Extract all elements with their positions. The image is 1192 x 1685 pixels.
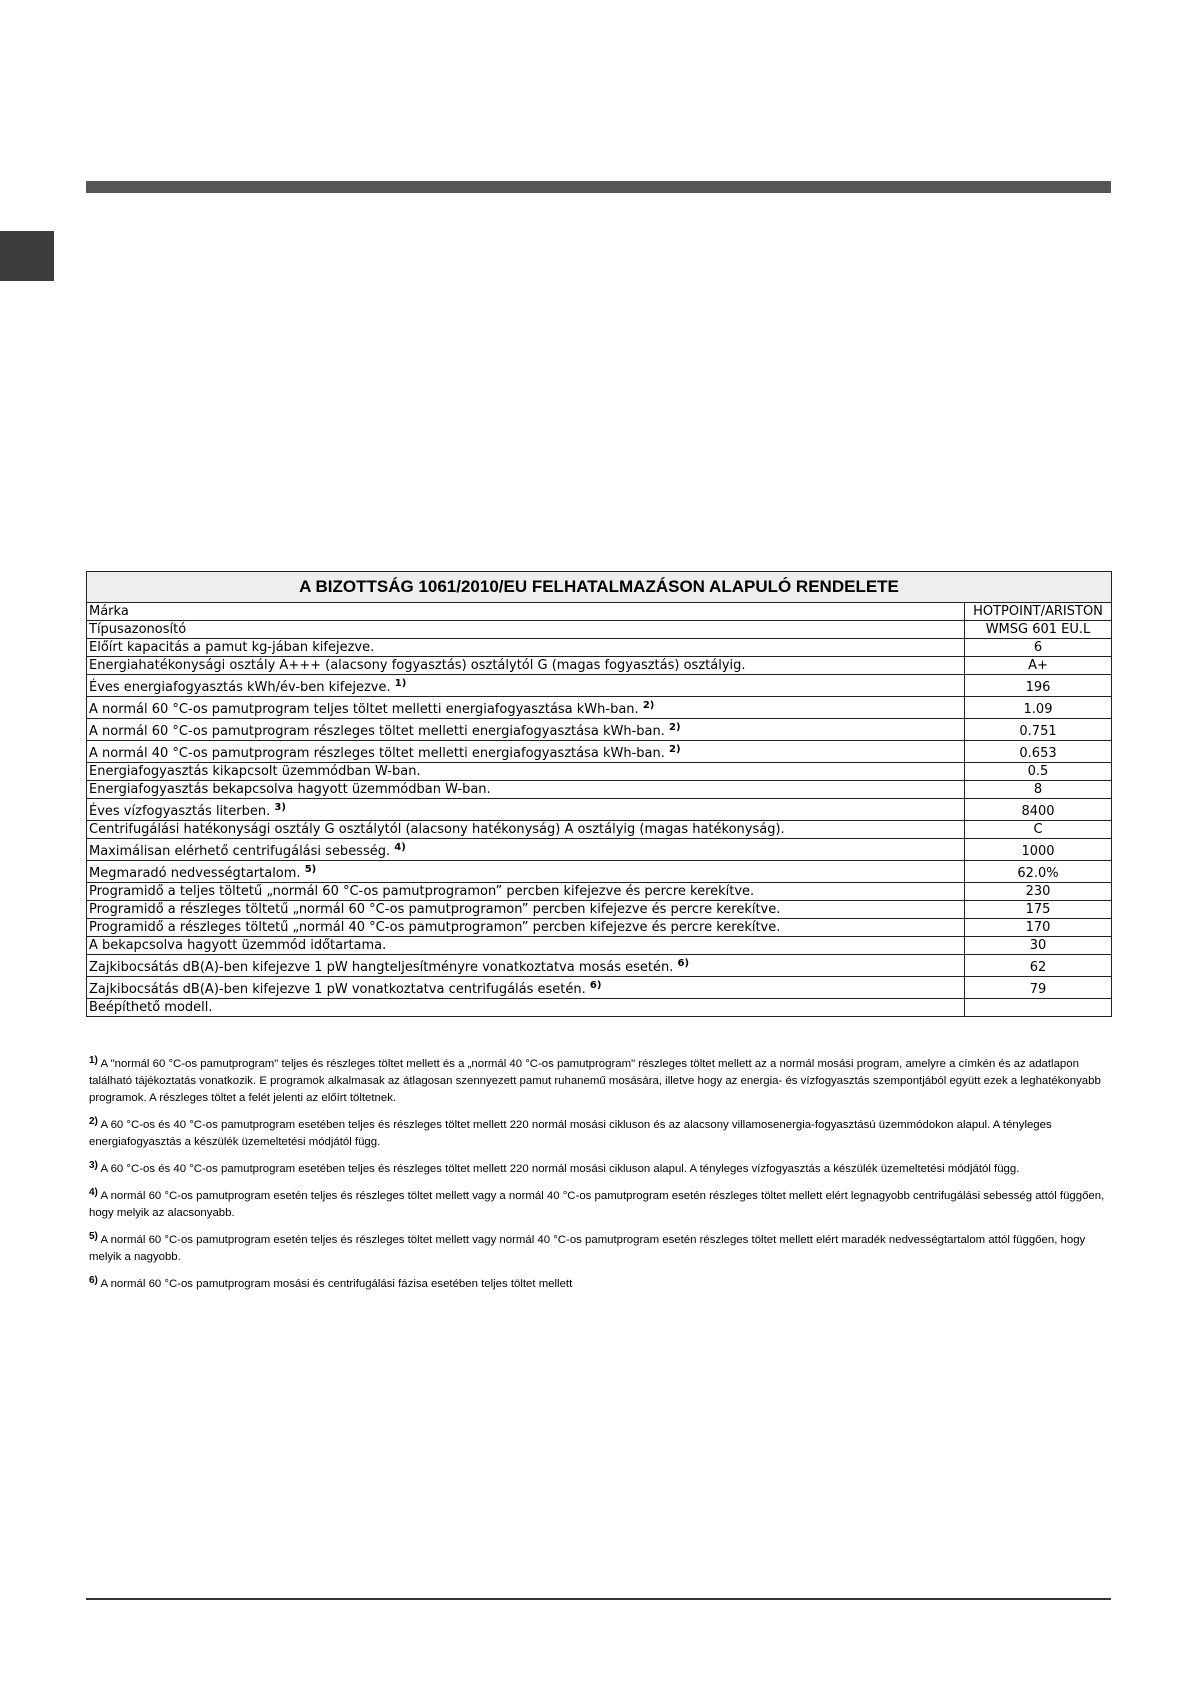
row-label-text: A normál 60 °C-os pamutprogram teljes töltet melletti energiafogyasztása kWh-ban.: [89, 702, 639, 717]
row-label: [87, 883, 965, 901]
table-row: [87, 763, 1112, 781]
table-row: [87, 719, 1112, 741]
table-row: [87, 999, 1112, 1017]
row-label: [87, 937, 965, 955]
footnote-ref: 3): [274, 802, 286, 813]
table-title: A BIZOTTSÁG 1061/2010/EU FELHATALMAZÁSON ALAPULÓ RENDELETE: [87, 572, 1112, 603]
footnote-mark: 1): [89, 1055, 98, 1066]
table-row: [87, 621, 1112, 639]
row-value: 79: [965, 977, 1112, 999]
table-row: [87, 741, 1112, 763]
row-label-text: A bekapcsolva hagyott üzemmód időtartama.: [89, 937, 387, 953]
language-side-tab: [0, 231, 54, 281]
row-value: 230: [965, 883, 1112, 901]
footnote-text: A 60 °C-os és 40 °C-os pamutprogram esetében teljes és részleges töltet mellett 220 normál mosási cikluson alapul. A tényleges vízfogyasztás a készülék üzemeltetési módjától függ.: [100, 1163, 1020, 1175]
row-value: C: [965, 821, 1112, 839]
row-label-text: Energiafogyasztás bekapcsolva hagyott üzemmódban W-ban.: [89, 781, 491, 797]
footnote-text: A normál 60 °C-os pamutprogram esetén teljes és részleges töltet mellett vagy normál 40 °C-os pamutprogram esetén részleges töltet mellett elért maradék nedvességtartalom attól függően, hogy melyik a nagyobb.: [89, 1234, 1086, 1263]
row-value: 30: [965, 937, 1112, 955]
row-value: 196: [965, 675, 1112, 697]
row-value: 8: [965, 781, 1112, 799]
row-label: [87, 799, 965, 821]
footnote: [89, 1056, 1109, 1107]
table-row: [87, 781, 1112, 799]
row-label-text: Megmaradó nedvességtartalom.: [89, 866, 301, 881]
row-value: 0.653: [965, 741, 1112, 763]
table-row: [87, 697, 1112, 719]
row-label: [87, 719, 965, 741]
row-label-text: Programidő a részleges töltetű „normál 60 °C-os pamutprogramon” percben kifejezve és percre kerekítve.: [89, 901, 781, 917]
row-label-text: Centrifugálási hatékonysági osztály G osztálytól (alacsony hatékonyság) A osztályig (magas hatékonyság).: [89, 821, 785, 837]
row-value: 0.751: [965, 719, 1112, 741]
footnote: [89, 1188, 1109, 1222]
row-value: [965, 999, 1112, 1017]
footnote-text: A normál 60 °C-os pamutprogram mosási és centrifugálási fázisa esetében teljes töltet mellett: [100, 1278, 573, 1290]
footnote-ref: 2): [669, 744, 681, 755]
table-row: [87, 799, 1112, 821]
row-label-text: Zajkibocsátás dB(A)-ben kifejezve 1 pW vonatkoztatva centrifugálás esetén.: [89, 982, 586, 997]
row-value: 1.09: [965, 697, 1112, 719]
footnote-mark: 4): [89, 1187, 98, 1198]
row-label-text: Zajkibocsátás dB(A)-ben kifejezve 1 pW hangteljesítményre vonatkoztatva mosás esetén.: [89, 960, 674, 975]
footnote-mark: 2): [89, 1116, 98, 1127]
row-value: HOTPOINT/ARISTON: [965, 603, 1112, 621]
row-value: 6: [965, 639, 1112, 657]
row-value: 175: [965, 901, 1112, 919]
row-label: [87, 697, 965, 719]
row-label-text: Típusazonosító: [89, 621, 187, 637]
footer-rule: [86, 1598, 1111, 1600]
footnote-text: A normál 60 °C-os pamutprogram esetén teljes és részleges töltet mellett vagy a normál 40 °C-os pamutprogram esetén részleges töltet mellett elért legnagyobb centrifugálási sebesség attól függően, hogy melyik az alacsonyabb.: [89, 1190, 1105, 1219]
footnote-ref: 2): [669, 722, 681, 733]
table-row: [87, 883, 1112, 901]
table-row: [87, 901, 1112, 919]
table-row: [87, 639, 1112, 657]
row-label-text: Maximálisan elérhető centrifugálási sebesség.: [89, 844, 391, 859]
row-label: [87, 603, 965, 621]
row-label-text: Márka: [89, 603, 129, 619]
row-label: [87, 657, 965, 675]
footnote-mark: 6): [89, 1275, 98, 1286]
row-label: [87, 741, 965, 763]
row-label: [87, 977, 965, 999]
row-label: [87, 861, 965, 883]
footnote-ref: 5): [304, 864, 317, 875]
row-value: 8400: [965, 799, 1112, 821]
footnote-mark: 5): [89, 1231, 98, 1242]
footnote: [89, 1276, 1109, 1293]
row-label: [87, 919, 965, 937]
footnote-ref: 6): [589, 980, 602, 991]
table-row: [87, 657, 1112, 675]
table-row: [87, 861, 1112, 883]
row-value: 170: [965, 919, 1112, 937]
row-label: [87, 781, 965, 799]
row-label: [87, 839, 965, 861]
table-row: [87, 675, 1112, 697]
footnote: [89, 1232, 1109, 1266]
table-row: [87, 955, 1112, 977]
row-label-text: Energiafogyasztás kikapcsolt üzemmódban W-ban.: [89, 763, 421, 779]
footnote-ref: 6): [677, 958, 690, 969]
footnote-text: A 60 °C-os és 40 °C-os pamutprogram esetében teljes és részleges töltet mellett 220 normál mosási cikluson és az alacsony villamosenergia-fogyasztású üzemmódokon alapul. A tényleges energiafogyasztás a készülék üzemeltetési módjától függ.: [89, 1119, 1052, 1148]
row-value: A+: [965, 657, 1112, 675]
row-value: 0.5: [965, 763, 1112, 781]
footnote-ref: 1): [394, 678, 407, 689]
table-row: [87, 839, 1112, 861]
row-label-text: Programidő a teljes töltetű „normál 60 °C-os pamutprogramon” percben kifejezve és percre kerekítve.: [89, 883, 755, 899]
row-label: [87, 901, 965, 919]
row-label: [87, 763, 965, 781]
footnote-mark: 3): [89, 1160, 98, 1171]
header-divider-bar: [86, 181, 1111, 193]
row-value: WMSG 601 EU.L: [965, 621, 1112, 639]
row-label-text: Éves vízfogyasztás literben.: [89, 804, 271, 819]
footnote: [89, 1161, 1109, 1178]
row-label-text: Előírt kapacitás a pamut kg-jában kifejezve.: [89, 639, 375, 655]
footnotes: [89, 1056, 1109, 1303]
table-row: [87, 603, 1112, 621]
row-label: [87, 999, 965, 1017]
table-row: [87, 821, 1112, 839]
table-row: [87, 977, 1112, 999]
row-label: [87, 639, 965, 657]
row-label-text: Beépíthető modell.: [89, 999, 213, 1015]
row-value: 62: [965, 955, 1112, 977]
product-fiche-table: [86, 571, 1112, 1017]
footnote-text: A "normál 60 °C-os pamutprogram" teljes és részleges töltet mellett és a „normál 40 °C-os pamutprogram" részleges töltet mellett az a normál mosási program, amelyre a címkén és az adatlapon található tájékoztatás vonatkozik. E programok alkalmasak az átlagosan szennyezett pamut ruhanemű mosására, illetve hogy az energia- és vízfogyasztás szempontjából együtt ezek a leghatékonyabb programok. A részleges töltet a felét jelenti az előírt töltetnek.: [89, 1058, 1101, 1104]
footnote-ref: 4): [394, 842, 406, 853]
row-value: 62.0%: [965, 861, 1112, 883]
footnote: [89, 1117, 1109, 1151]
row-label-text: Programidő a részleges töltetű „normál 40 °C-os pamutprogramon” percben kifejezve és percre kerekítve.: [89, 919, 781, 935]
row-label-text: A normál 60 °C-os pamutprogram részleges töltet melletti energiafogyasztása kWh-ban.: [89, 724, 665, 739]
row-label: [87, 621, 965, 639]
row-label: [87, 675, 965, 697]
footnote-ref: 2): [642, 700, 655, 711]
row-label-text: Éves energiafogyasztás kWh/év-ben kifejezve.: [89, 680, 391, 695]
row-label: [87, 955, 965, 977]
row-label-text: Energiahatékonysági osztály A+++ (alacsony fogyasztás) osztálytól G (magas fogyasztás) osztályig.: [89, 657, 746, 673]
row-label-text: A normál 40 °C-os pamutprogram részleges töltet melletti energiafogyasztása kWh-ban.: [89, 746, 665, 761]
row-label: [87, 821, 965, 839]
table-row: [87, 919, 1112, 937]
row-value: 1000: [965, 839, 1112, 861]
table-row: [87, 937, 1112, 955]
